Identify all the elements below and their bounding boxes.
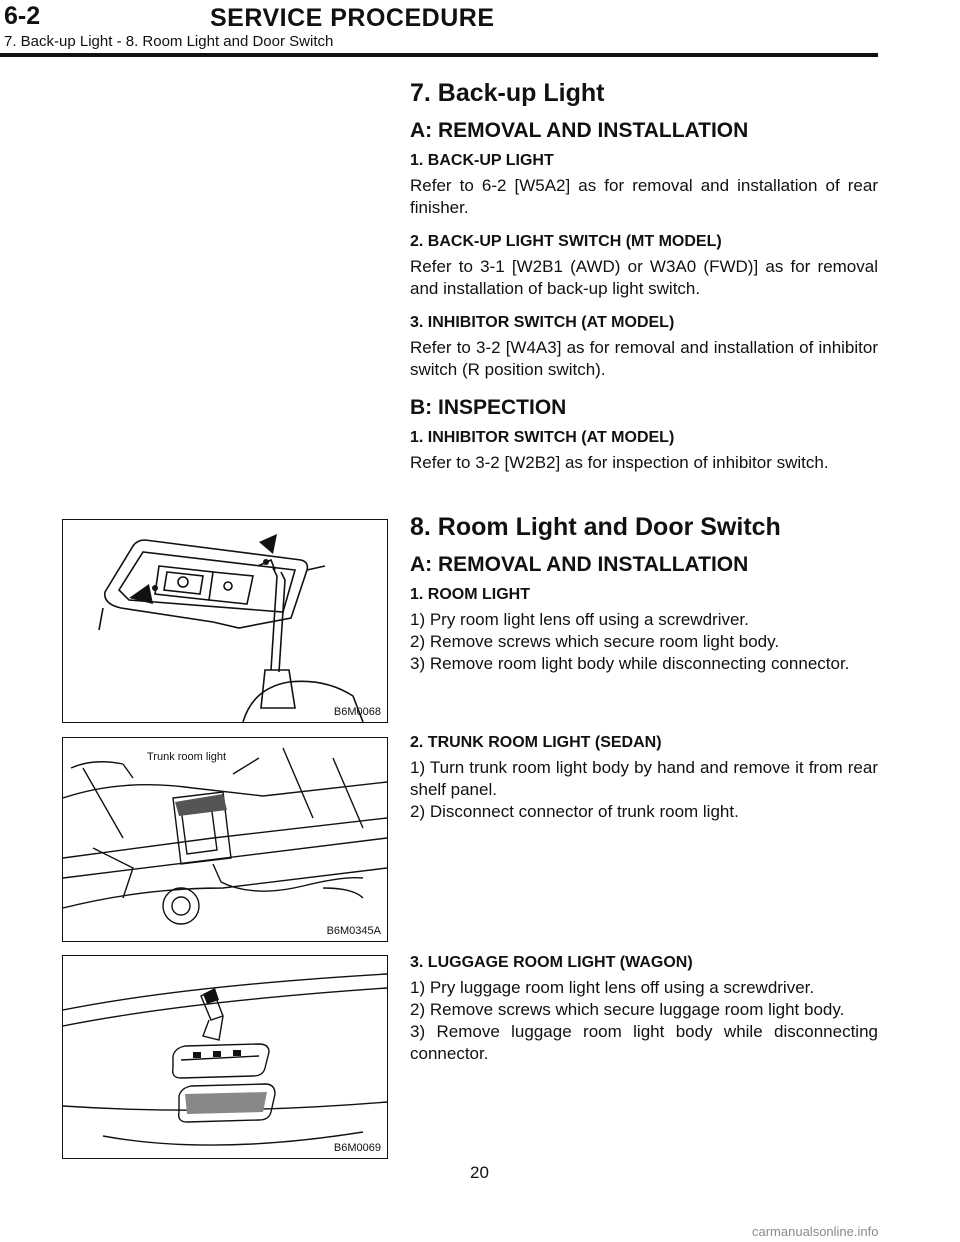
section-8 — [410, 512, 878, 675]
section-7a-item1-text: Refer to 6-2 [W5A2] as for removal and installation of rear finisher. — [410, 176, 878, 217]
section-8a-heading: A: REMOVAL AND INSTALLATION — [410, 553, 749, 576]
room-light-step-3: 3) Remove room light body while disconnecting connector. — [410, 654, 850, 673]
room-light-step-1: 1) Pry room light lens off using a screwdriver. — [410, 610, 749, 629]
page-subtitle: 7. Back-up Light - 8. Room Light and Door Switch — [4, 33, 334, 50]
section-7a-item2-title: 2. BACK-UP LIGHT SWITCH (MT MODEL) — [410, 233, 722, 250]
section-8-heading: 8. Room Light and Door Switch — [410, 513, 781, 541]
section-7-heading: 7. Back-up Light — [410, 79, 605, 107]
section-7b-heading: B: INSPECTION — [410, 396, 567, 419]
section-7a-item3-title: 3. INHIBITOR SWITCH (AT MODEL) — [410, 314, 675, 331]
header-rule — [0, 53, 878, 57]
watermark: carmanualsonline.info — [752, 1224, 879, 1239]
section-7b-item1-text: Refer to 3-2 [W2B2] as for inspection of inhibitor switch. — [410, 453, 829, 472]
section-code: 6-2 — [4, 2, 41, 30]
trunk-room-light-step-2: 2) Disconnect connector of trunk room light. — [410, 802, 739, 821]
room-light-illustration — [63, 520, 387, 722]
trunk-room-light-step-1: 1) Turn trunk room light body by hand and remove it from rear shelf panel. — [410, 758, 878, 799]
trunk-room-light-title: 2. TRUNK ROOM LIGHT (SEDAN) — [410, 734, 662, 751]
figure-trunk-room-light — [62, 737, 388, 942]
figure-trunk-room-light-id: B6M0345A — [326, 925, 381, 937]
luggage-room-light-step-2: 2) Remove screws which secure luggage room light body. — [410, 1000, 845, 1019]
trunk-room-light-block — [410, 733, 878, 823]
page-number: 20 — [470, 1163, 489, 1182]
luggage-room-light-illustration — [63, 956, 387, 1158]
trunk-room-light-label: Trunk room light — [147, 751, 227, 763]
trunk-room-light-illustration — [63, 738, 387, 941]
section-7a-heading: A: REMOVAL AND INSTALLATION — [410, 119, 749, 142]
section-7a-item1-title: 1. BACK-UP LIGHT — [410, 152, 554, 169]
section-7b-item1-title: 1. INHIBITOR SWITCH (AT MODEL) — [410, 429, 675, 446]
figure-luggage-room-light — [62, 955, 388, 1159]
figure-luggage-room-light-id: B6M0069 — [333, 1142, 381, 1154]
luggage-room-light-title: 3. LUGGAGE ROOM LIGHT (WAGON) — [410, 954, 693, 971]
figure-room-light-id: B6M0068 — [333, 706, 381, 718]
section-7a-item2-text: Refer to 3-1 [W2B1 (AWD) or W3A0 (FWD)] as for removal and installation of back-up light switch. — [410, 257, 878, 298]
section-7a-item3-text: Refer to 3-2 [W4A3] as for removal and installation of inhibitor switch (R position switch). — [410, 338, 878, 379]
room-light-step-2: 2) Remove screws which secure room light body. — [410, 632, 780, 651]
luggage-room-light-step-1: 1) Pry luggage room light lens off using a screwdriver. — [410, 978, 815, 997]
section-7 — [410, 78, 878, 474]
page-title: SERVICE PROCEDURE — [210, 4, 495, 32]
luggage-room-light-step-3: 3) Remove luggage room light body while disconnecting connector. — [410, 1022, 878, 1063]
room-light-title: 1. ROOM LIGHT — [410, 586, 530, 603]
luggage-room-light-block — [410, 953, 878, 1065]
figure-room-light — [62, 519, 388, 723]
